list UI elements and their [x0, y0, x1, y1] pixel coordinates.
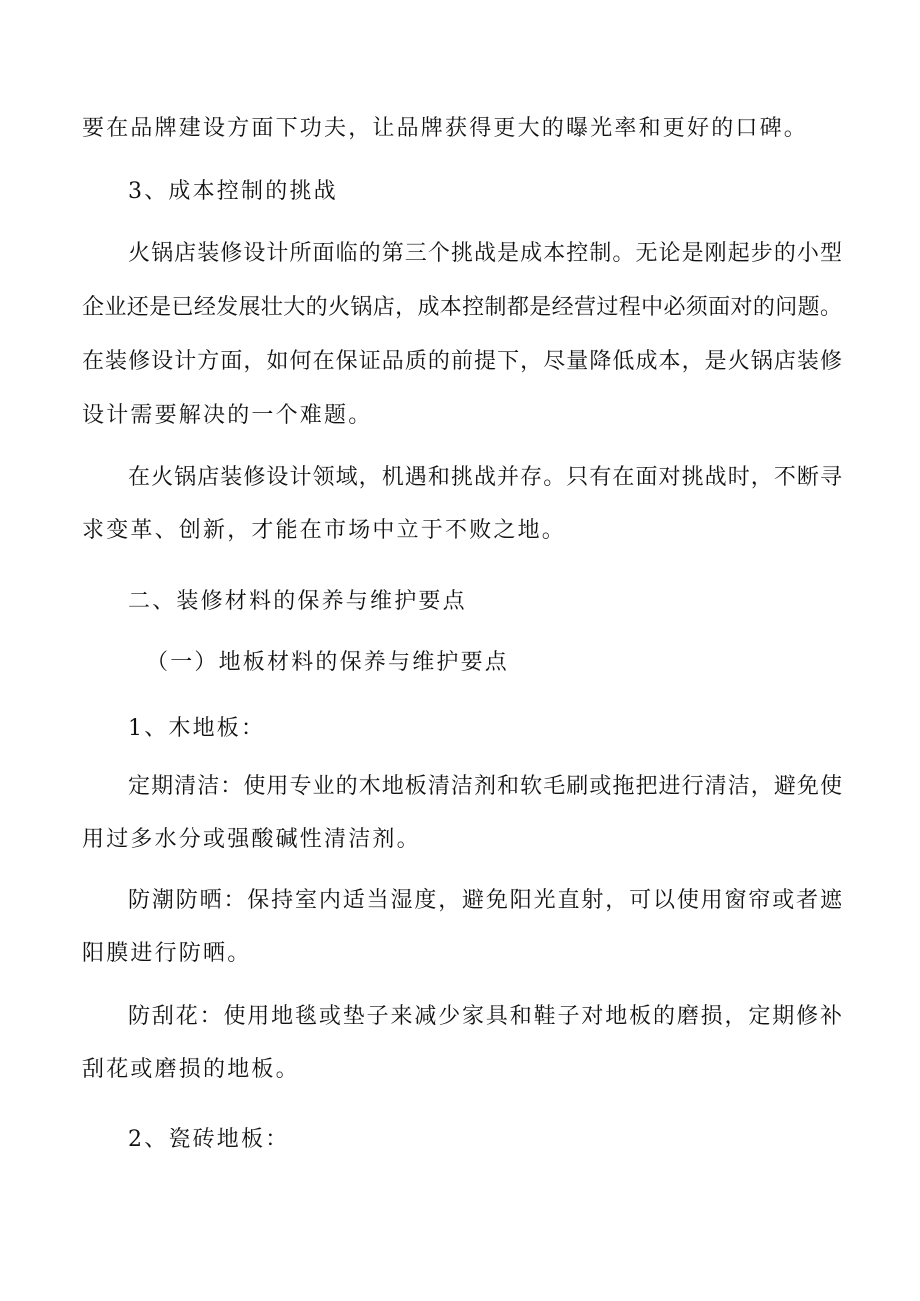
paragraph-line: 刮花或磨损的地板。 [82, 1057, 300, 1082]
paragraph-line: 防刮花：使用地毯或垫子来减少家具和鞋子对地板的磨损，定期修补 [128, 1004, 842, 1029]
paragraph-line: 要在品牌建设方面下功夫，让品牌获得更大的曝光率和更好的口碑。 [82, 116, 809, 141]
section-heading: 二、装修材料的保养与维护要点 [128, 589, 467, 614]
paragraph-line: 定期清洁：使用专业的木地板清洁剂和软毛刷或拖把进行清洁，避免使 [128, 774, 842, 799]
paragraph-line: 用过多水分或强酸碱性清洁剂。 [82, 827, 421, 852]
paragraph-line: 在火锅店装修设计领域，机遇和挑战并存。只有在面对挑战时，不断寻 [128, 465, 842, 490]
subsection-heading: （一）地板材料的保养与维护要点 [146, 650, 510, 675]
paragraph-line: 防潮防晒：保持室内适当湿度，避免阳光直射，可以使用窗帘或者遮 [128, 888, 842, 913]
paragraph-line: 火锅店装修设计所面临的第三个挑战是成本控制。无论是刚起步的小型 [128, 241, 842, 266]
paragraph-line: 在装修设计方面，如何在保证品质的前提下，尽量降低成本，是火锅店装修 [82, 349, 842, 374]
paragraph-line: 阳膜进行防晒。 [82, 941, 252, 966]
item-heading: 1、木地板： [128, 716, 266, 741]
paragraph-line: 企业还是已经发展壮大的火锅店，成本控制都是经营过程中必须面对的问题。 [82, 295, 842, 320]
paragraph-line: 求变革、创新，才能在市场中立于不败之地。 [82, 518, 567, 543]
paragraph-line: 设计需要解决的一个难题。 [82, 403, 373, 428]
section-heading: 3、成本控制的挑战 [128, 179, 338, 204]
item-heading: 2、瓷砖地板： [128, 1127, 290, 1152]
